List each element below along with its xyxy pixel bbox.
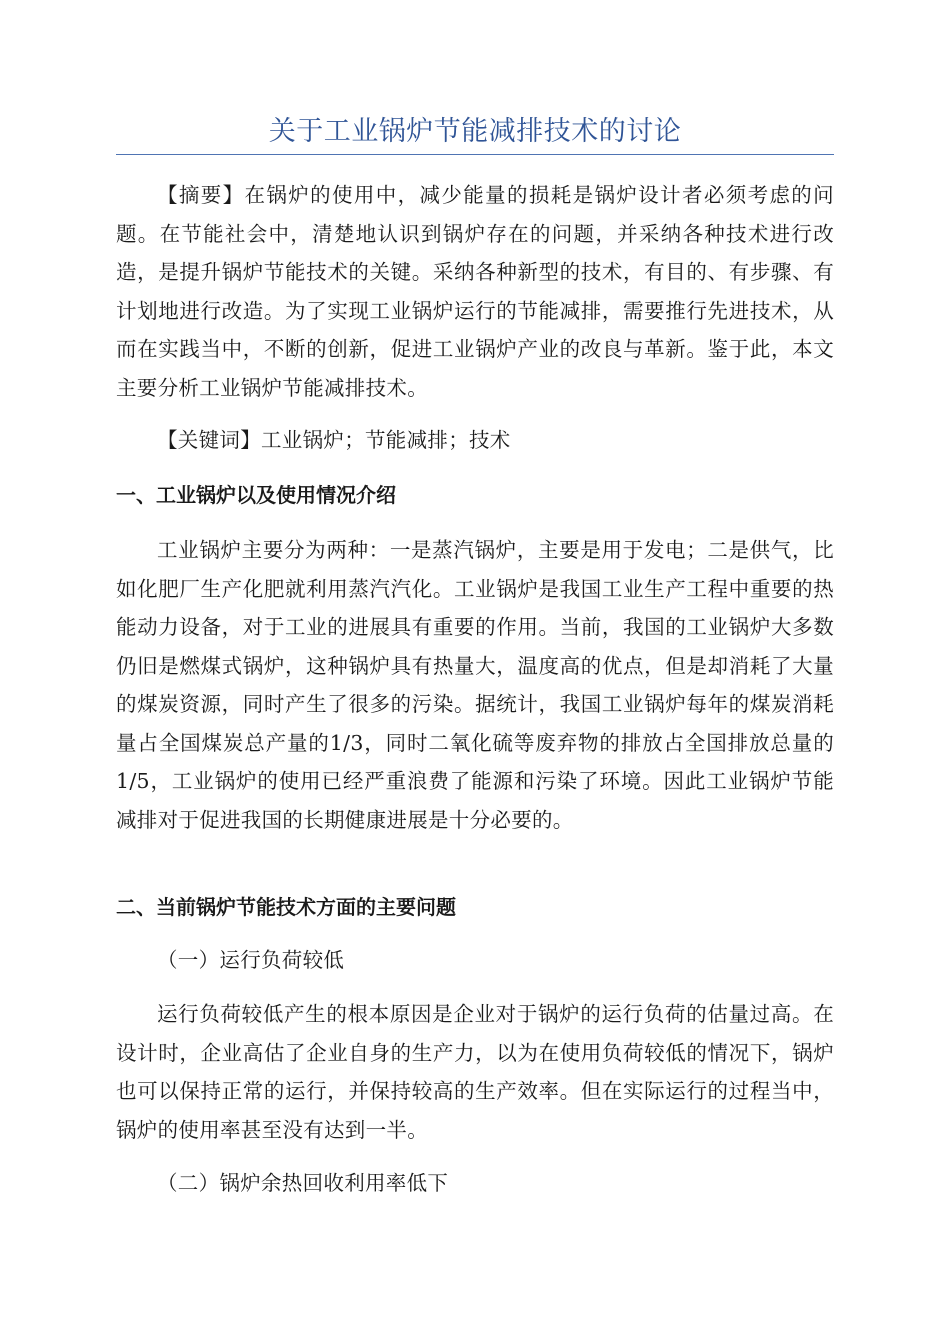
subsection2-heading: （二）锅炉余热回收利用率低下 [157, 1171, 449, 1195]
abstract-paragraph: 【摘要】在锅炉的使用中，减少能量的损耗是锅炉设计者必须考虑的问题。在节能社会中，清楚地认识到锅炉存在的问题，并采纳各种技术进行改造，是提升锅炉节能技术的关键。采纳各种新型的技术，有目的、有步骤、有计划地进行改造。为了实现工业锅炉运行的节能减排，需要推行先进技术，从而在实践当中，不断的创新，促进工业锅炉产业的改良与革新。鉴于此，本文主要分析工业锅炉节能减排技术。 [116, 183, 834, 400]
section1-paragraph: 工业锅炉主要分为两种：一是蒸汽锅炉，主要是用于发电；二是供气，比如化肥厂生产化肥就利用蒸汽汽化。工业锅炉是我国工业生产工程中重要的热能动力设备，对于工业的进展具有重要的作用。当前，我国的工业锅炉大多数仍旧是燃煤式锅炉，这种锅炉具有热量大，温度高的优点，但是却消耗了大量的煤炭资源，同时产生了很多的污染。据统计，我国工业锅炉每年的煤炭消耗量占全国煤炭总产量的1/3，同时二氧化硫等废弃物的排放占全国排放总量的1/5，工业锅炉的使用已经严重浪费了能源和污染了环境。因此工业锅炉节能减排对于促进我国的长期健康进展是十分必要的。 [116, 538, 834, 832]
subsection1-paragraph: 运行负荷较低产生的根本原因是企业对于锅炉的运行负荷的估量过高。在设计时，企业高估了企业自身的生产力，以为在使用负荷较低的情况下，锅炉也可以保持正常的运行，并保持较高的生产效率。但在实际运行的过程当中，锅炉的使用率甚至没有达到一半。 [116, 1002, 834, 1142]
keywords-line: 【关键词】工业锅炉；节能减排；技术 [157, 428, 511, 452]
title-underline [116, 154, 834, 155]
section1-heading: 一、工业锅炉以及使用情况介绍 [116, 483, 396, 507]
section2-heading: 二、当前锅炉节能技术方面的主要问题 [116, 895, 456, 919]
document-title: 关于工业锅炉节能减排技术的讨论 [268, 116, 682, 147]
subsection1-heading: （一）运行负荷较低 [157, 948, 345, 972]
